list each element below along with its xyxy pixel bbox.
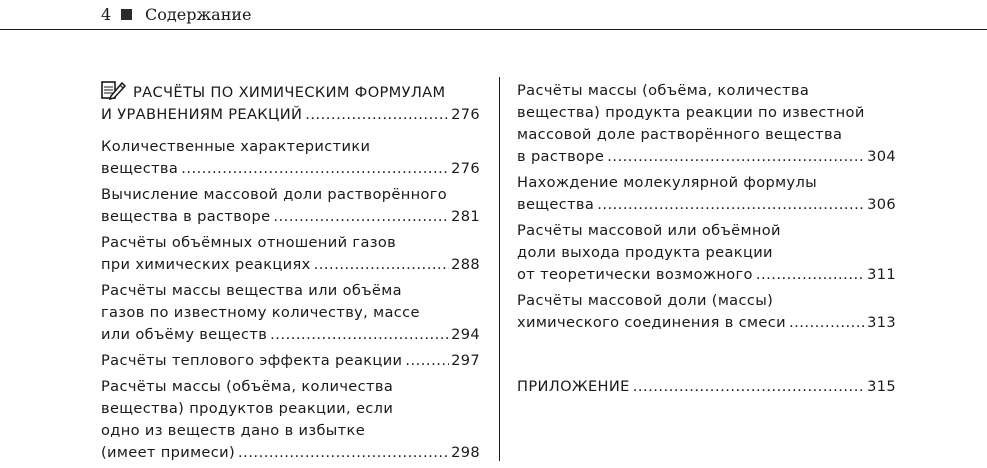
pencil-notepad-icon <box>101 80 127 100</box>
toc-leader-dots <box>270 324 449 346</box>
toc-entry-last-line <box>101 254 480 276</box>
toc-page-number: 276 <box>451 160 480 177</box>
toc-entry <box>517 172 896 216</box>
toc-page-number: 298 <box>451 444 480 461</box>
toc-entry-line: вещества) продуктов реакции, если <box>101 400 394 417</box>
toc-appendix-title: ПРИЛОЖЕНИЕ <box>517 378 630 395</box>
header-rule <box>0 29 987 30</box>
toc-entry-line: Расчёты массы (объёма, количества <box>101 378 394 395</box>
toc-entry <box>517 220 896 286</box>
toc-entry-line: Количественные характеристики <box>101 138 371 155</box>
toc-right-column <box>517 80 896 402</box>
toc-leader-dots <box>273 206 449 228</box>
toc-entry <box>517 290 896 334</box>
toc-entry-text: от теоретически возможного <box>517 266 753 283</box>
toc-chapter-entry <box>101 80 480 126</box>
toc-entry-text: химического соединения в смеси <box>517 314 786 331</box>
running-header <box>0 0 987 30</box>
toc-leader-dots <box>607 146 865 168</box>
toc-entry-line: массовой доле растворённого вещества <box>517 126 843 143</box>
toc-entry-line: Вычисление массовой доли растворённого <box>101 186 448 203</box>
toc-entry-line: Расчёты объёмных отношений газов <box>101 234 397 251</box>
toc-page-number: 281 <box>451 208 480 225</box>
toc-page-number: 313 <box>867 314 896 331</box>
toc-entry-line: Расчёты массы (объёма, количества <box>517 82 810 99</box>
toc-leader-dots <box>405 350 449 372</box>
toc-entry-line: Нахождение молекулярной формулы <box>517 174 818 191</box>
toc-entry-text: (имеет примеси) <box>101 444 236 461</box>
toc-entry-last-line <box>101 442 480 464</box>
toc-entry-last-line <box>517 194 896 216</box>
toc-entry-line: Расчёты массовой доли (массы) <box>517 292 774 309</box>
toc-entry-text: вещества <box>517 196 595 213</box>
toc-page-number: 315 <box>867 378 896 395</box>
toc-leader-dots <box>789 312 865 334</box>
running-title: Содержание <box>145 5 252 24</box>
toc-leader-dots <box>181 158 449 180</box>
toc-page-number: 288 <box>451 256 480 273</box>
toc-entry <box>101 232 480 276</box>
column-divider <box>499 77 500 461</box>
toc-entry <box>101 280 480 346</box>
toc-entry-line: одно из веществ дано в избытке <box>101 422 366 439</box>
toc-appendix-entry <box>517 376 896 398</box>
page-number: 4 <box>101 5 112 24</box>
toc-entry <box>101 350 480 372</box>
toc-entry-text: вещества <box>101 160 179 177</box>
toc-chapter-title: РАСЧЁТЫ ПО ХИМИЧЕСКИМ ФОРМУЛАМ <box>133 84 446 101</box>
toc-entry-line: Расчёты массы вещества или объёма <box>101 282 402 299</box>
toc-leader-dots <box>633 376 865 398</box>
toc-entry-text: при химических реакциях <box>101 256 311 273</box>
toc-entry-last-line <box>517 312 896 334</box>
toc-entry <box>101 376 480 464</box>
toc-leader-dots <box>314 254 449 276</box>
toc-entry-text: Расчёты теплового эффекта реакции <box>101 352 403 369</box>
toc-entry-text: или объёму веществ <box>101 326 268 343</box>
toc-page-number: 294 <box>451 326 480 343</box>
toc-page-number: 297 <box>451 352 480 369</box>
toc-leader-dots <box>305 104 449 126</box>
toc-entry-last-line <box>101 350 480 372</box>
toc-left-column <box>101 80 480 468</box>
toc-entry-line <box>101 80 480 104</box>
toc-page-number: 304 <box>867 148 896 165</box>
toc-page-number: 311 <box>867 266 896 283</box>
toc-leader-dots <box>238 442 449 464</box>
toc-leader-dots <box>756 264 865 286</box>
toc-entry-last-line <box>517 376 896 398</box>
toc-entry-last-line <box>517 146 896 168</box>
toc-entry-line: доли выхода продукта реакции <box>517 244 773 261</box>
toc-entry-last-line <box>101 206 480 228</box>
toc-entry <box>101 184 480 228</box>
toc-chapter-title-end: И УРАВНЕНИЯМ РЕАКЦИЙ <box>101 106 303 123</box>
toc-page-number: 306 <box>867 196 896 213</box>
header-square-marker <box>121 9 132 20</box>
toc-entry-text: в растворе <box>517 148 605 165</box>
toc-entry-text: вещества в растворе <box>101 208 271 225</box>
toc-entry <box>101 136 480 180</box>
toc-page-number: 276 <box>451 106 480 123</box>
toc-entry-line: вещества) продукта реакции по известной <box>517 104 865 121</box>
toc-entry-last-line <box>101 158 480 180</box>
toc-entry <box>517 80 896 168</box>
toc-leader-dots <box>597 194 865 216</box>
toc-entry-last-line <box>101 104 480 126</box>
toc-entry-line: Расчёты массовой или объёмной <box>517 222 781 239</box>
toc-entry-last-line <box>517 264 896 286</box>
toc-entry-last-line <box>101 324 480 346</box>
toc-entry-line: газов по известному количеству, массе <box>101 304 420 321</box>
